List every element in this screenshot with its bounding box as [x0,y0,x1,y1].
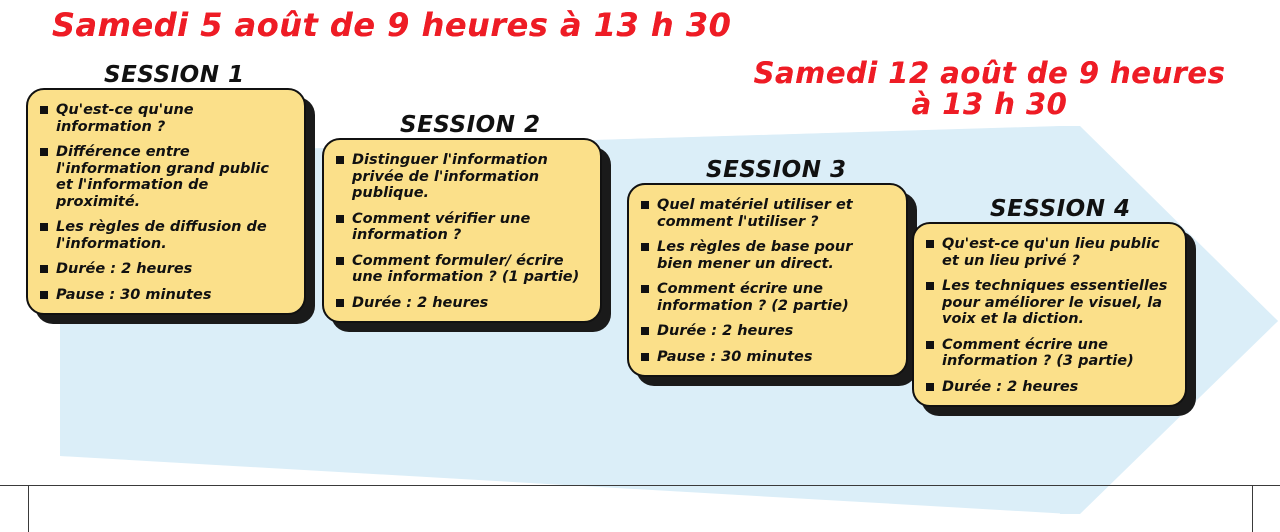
list-item [40,219,290,252]
session-card-3 [627,183,908,377]
bullet-icon [40,265,48,273]
list-item-text: Durée : 2 heures [56,261,193,278]
session-title-2: SESSION 2 [400,112,541,138]
bullet-icon [641,243,649,251]
bullet-icon [641,353,649,361]
list-item [40,261,290,278]
list-item [641,349,892,366]
bullet-icon [641,285,649,293]
list-item-text: Comment formuler/ écrire une information ? (1 partie) [352,252,580,286]
list-item [336,211,586,244]
session-title-4: SESSION 4 [990,196,1131,222]
bullet-icon [336,257,344,265]
page-border-right [1252,485,1253,532]
list-item-text: Durée : 2 heures [352,294,489,311]
list-item [926,236,1171,269]
list-item [641,197,892,230]
list-item [40,287,290,304]
list-item [336,152,586,202]
bullet-icon [926,383,934,391]
list-item [336,253,586,286]
session-title-3: SESSION 3 [706,157,847,183]
session-4-list [926,236,1171,395]
list-item-text: Durée : 2 heures [657,323,794,340]
list-item-text: Comment vérifier une information ? [352,210,531,244]
list-item-text: Pause : 30 minutes [657,348,813,365]
list-item [40,102,290,135]
bullet-icon [926,282,934,290]
bullet-icon [40,223,48,231]
list-item-text: Les techniques essentielles pour améliorer le visuel, la voix et la diction. [942,278,1168,328]
bullet-icon [641,201,649,209]
list-item-text: Quel matériel utiliser et comment l'utiliser ? [657,197,853,230]
session-card-2 [322,138,602,323]
session-title-1: SESSION 1 [104,62,245,88]
session-card-1 [26,88,306,315]
bullet-icon [336,299,344,307]
list-item [926,379,1171,396]
session-3-list [641,197,892,365]
heading-date-left: Samedi 5 août de 9 heures à 13 h 30 [52,6,732,44]
list-item-text: Durée : 2 heures [942,378,1079,395]
session-1-list [40,102,290,303]
bullet-icon [926,240,934,248]
list-item-text: Pause : 30 minutes [56,286,212,303]
bullet-icon [40,106,48,114]
list-item-text: Comment écrire une information ? (3 partie) [942,336,1134,370]
page-divider [0,485,1280,486]
session-card-4 [912,222,1187,407]
list-item-text: Comment écrire une information ? (2 partie) [657,281,849,314]
bullet-icon [40,291,48,299]
list-item-text: Distinguer l'information privée de l'information publique. [352,152,548,202]
bullet-icon [40,148,48,156]
list-item [40,144,290,210]
session-2-list [336,152,586,311]
bullet-icon [641,327,649,335]
list-item [336,295,586,312]
list-item [641,239,892,272]
bullet-icon [926,341,934,349]
list-item [926,337,1171,370]
list-item-text: Qu'est-ce qu'une information ? [56,102,194,135]
bullet-icon [336,156,344,164]
list-item-text: Les règles de diffusion de l'information. [56,219,267,252]
list-item [641,281,892,314]
list-item-text: Différence entre l'information grand public et l'information de proximité. [56,144,269,210]
list-item [641,323,892,340]
list-item-text: Les règles de base pour bien mener un direct. [657,239,853,272]
bullet-icon [336,215,344,223]
list-item-text: Qu'est-ce qu'un lieu public et un lieu privé ? [942,236,1160,269]
page-border-left [28,485,29,532]
list-item [926,278,1171,328]
heading-date-right: Samedi 12 août de 9 heures à 13 h 30 [753,56,1226,122]
